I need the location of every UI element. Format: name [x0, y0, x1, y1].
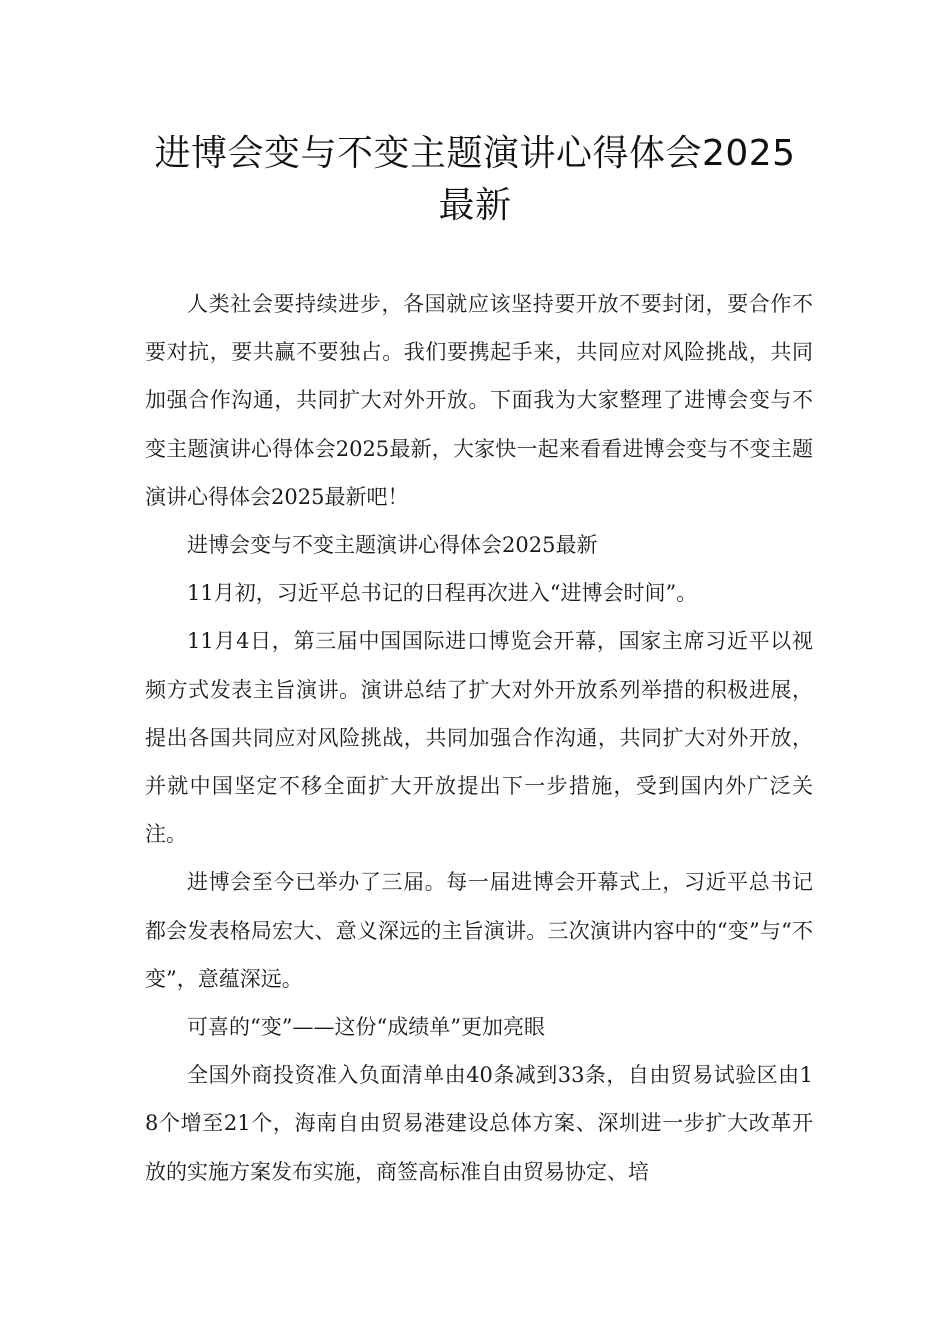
document-title: 进博会变与不变主题演讲心得体会2025最新 [154, 133, 796, 226]
intro-paragraph: 人类社会要持续进步，各国就应该坚持要开放不要封闭，要合作不要对抗，要共赢不要独占。我们要携起手来，共同应对风险挑战，共同加强合作沟通，共同扩大对外开放。下面我为大家整理了进博会变与不变主题演讲心得体会2025最新，大家快一起来看看进博会变与不变主题演讲心得体会2025最新吧！ [145, 292, 813, 509]
document-body [145, 280, 813, 1196]
body-paragraph: 进博会至今已举办了三届。每一届进博会开幕式上，习近平总书记都会发表格局宏大、意义深远的主旨演讲。三次演讲内容中的“变”与“不变”，意蕴深远。 [145, 870, 813, 991]
subheading-paragraph: 可喜的“变”——这份“成绩单”更加亮眼 [187, 1015, 545, 1040]
section-heading: 进博会变与不变主题演讲心得体会2025最新 [187, 533, 598, 558]
body-paragraph: 11月初，习近平总书记的日程再次进入“进博会时间”。 [187, 581, 698, 606]
body-paragraph: 全国外商投资准入负面清单由40条减到33条，自由贸易试验区由18个增至21个，海南自由贸易港建设总体方案、深圳进一步扩大改革开放的实施方案发布实施，商签高标准自由贸易协定、培 [145, 1063, 813, 1184]
body-paragraph: 11月4日，第三届中国国际进口博览会开幕，国家主席习近平以视频方式发表主旨演讲。演讲总结了扩大对外开放系列举措的积极进展，提出各国共同应对风险挑战，共同加强合作沟通，共同扩大对外开放，并就中国坚定不移全面扩大开放提出下一步措施，受到国内外广泛关注。 [145, 629, 813, 847]
